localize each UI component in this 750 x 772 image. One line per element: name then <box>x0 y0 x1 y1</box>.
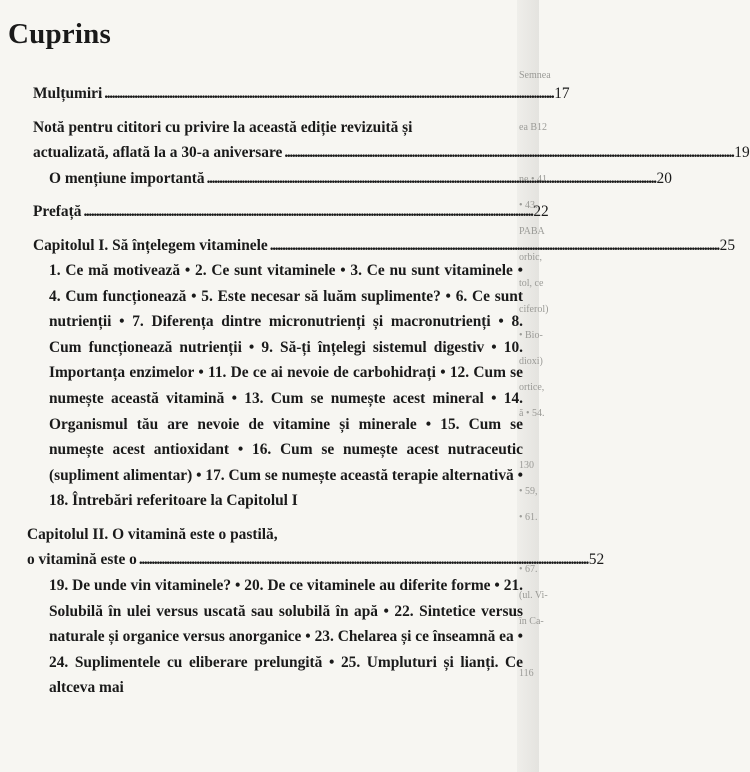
bleed-text: în Ca- <box>519 616 544 627</box>
bleed-text: tol, ce <box>519 278 544 289</box>
page-title: Cuprins <box>8 18 111 50</box>
chapter-2-topics: 19. De unde vin vitaminele? • 20. De ce vitaminele au diferite forme • 21. Solubilă în ulei versus uscată sau solubilă în apă • 22. Sintetice versus naturale și organice versus anorganice • 23. Chelarea și ce înseamnă ea • 24. Suplimentele cu eliberare prelungită • 25. Umpluturi și lianți. Ce altceva mai <box>49 576 523 697</box>
toc-entry-label: Prefață <box>33 203 82 220</box>
toc-page-number: 22 <box>533 203 549 220</box>
toc-page-number: 19 <box>734 144 750 161</box>
toc-entry-label: O mențiune importantă <box>49 169 205 187</box>
dot-leader <box>284 140 732 166</box>
bleed-text: orbic, <box>519 252 543 263</box>
bleed-text: ă • 54. <box>519 408 545 419</box>
bleed-text: (ul. Vi- <box>519 590 548 601</box>
toc-entry-label-line1: Capitolul II. O vitamină este o pastilă, <box>27 525 278 543</box>
bleed-text: ea B12 <box>519 122 548 133</box>
toc-entry-label-line1: Notă pentru cititori cu privire la această ediție revizuită și <box>33 118 413 136</box>
dot-leader <box>270 233 718 259</box>
dot-leader <box>83 199 531 225</box>
dot-leader <box>207 166 655 192</box>
toc-entry-label: Capitolul I. Să înțelegem vitaminele <box>33 236 268 254</box>
bleed-text: ortice, <box>519 382 545 393</box>
toc-entry-label: Mulțumiri <box>33 85 103 102</box>
bleed-text: Semnea <box>519 70 551 81</box>
bleed-text: • Bio- <box>519 330 543 341</box>
chapter-1-topics: 1. Ce mă motivează • 2. Ce sunt vitaminele • 3. Ce nu sunt vitaminele • 4. Cum funcționează • 5. Este necesar să luăm suplimente? • 6. Ce sunt nutrienții • 7. Diferența dintre micronutrienți și macronutrienți • 8. Cum funcționează nutrienții • 9. Să-ți înțelegi sistemul digestiv • 10. Importanța enzimelor • 11. De ce ai nevoie de carbohidrați • 12. Cum se numește această vitamină • 13. Cum se numește acest mineral • 14. Organismul tău are nevoie de vitamine și minerale • 15. Cum se numește acest antioxidant • 16. Cum se numește acest nutraceutic (supliment alimentar) • 17. Cum se numește această terapie alternativă • 18. Întrebări referitoare la Capitolul I <box>49 262 523 510</box>
bleed-text: ne • 41. <box>519 174 550 185</box>
toc-page-number: 52 <box>588 551 605 569</box>
toc-entry-multumiri[interactable] <box>33 81 570 107</box>
bleed-text: dioxi) <box>519 356 543 367</box>
bleed-text: • 59, <box>519 486 538 497</box>
bleed-text: ciferol) <box>519 304 549 315</box>
bleed-text: • 67. <box>519 564 538 575</box>
toc-page-number: 17 <box>554 85 570 102</box>
toc-page-number: 25 <box>719 236 736 254</box>
bleed-text: • 61. <box>519 512 538 523</box>
bleed-text: 116 <box>519 668 534 679</box>
toc-entry-label-line2: o vitamină este o <box>27 551 137 569</box>
bleed-text: • 43. <box>519 200 538 211</box>
toc-page-number: 20 <box>656 169 672 187</box>
bleed-text: PABA <box>519 226 545 237</box>
bleed-text: 130 <box>519 460 534 471</box>
toc-entry-label-line2: actualizată, aflată la a 30-a aniversare <box>33 144 283 161</box>
dot-leader <box>104 81 552 107</box>
dot-leader <box>139 547 587 573</box>
